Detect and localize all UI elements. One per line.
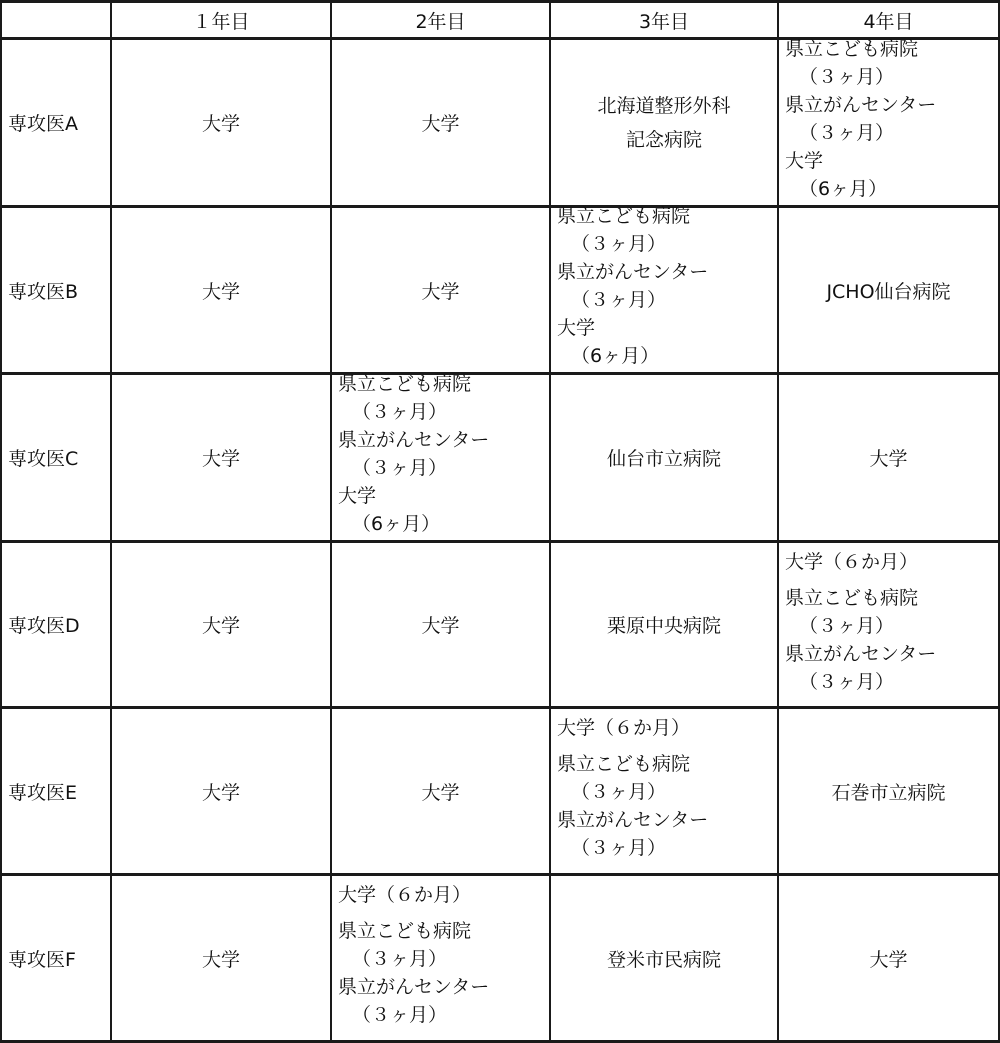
cell-line: 県立こども病院 bbox=[338, 373, 472, 395]
table-cell: 大学 bbox=[201, 113, 240, 135]
cell-line: 県立がんセンター bbox=[338, 429, 490, 451]
cell-line: 県立こども病院 bbox=[557, 753, 691, 775]
cell-line: 県立がんセンター bbox=[557, 261, 709, 283]
cell-line: 大学 bbox=[338, 485, 377, 507]
table-cell bbox=[332, 881, 549, 1040]
cell-line: （３ヶ月） bbox=[799, 671, 895, 693]
row-label: 専攻医F bbox=[8, 948, 76, 971]
cell-line: 県立こども病院 bbox=[338, 920, 472, 942]
table-cell: 石巻市立病院 bbox=[831, 781, 946, 804]
cell-line: （6ヶ月） bbox=[352, 513, 441, 535]
table-cell bbox=[332, 370, 549, 540]
cell-line: （３ヶ月） bbox=[571, 233, 667, 255]
cell-line: （３ヶ月） bbox=[352, 457, 448, 479]
row-label: 専攻医D bbox=[8, 615, 80, 637]
cell-line: （３ヶ月） bbox=[799, 122, 895, 144]
cell-line: 県立こども病院 bbox=[785, 38, 919, 60]
table-cell bbox=[551, 714, 777, 873]
cell-line: （３ヶ月） bbox=[799, 615, 895, 637]
header-year-4: 4年目 bbox=[863, 10, 914, 33]
header-year-1: １年目 bbox=[192, 10, 250, 33]
cell-line: 大学 bbox=[557, 317, 596, 339]
table-cell: 大学 bbox=[421, 113, 460, 135]
table-cell: 栗原中央病院 bbox=[606, 615, 721, 637]
table-cell: 大学 bbox=[421, 615, 460, 637]
cell-line: 大学 bbox=[785, 150, 824, 172]
cell-line: （6ヶ月） bbox=[799, 178, 888, 200]
table-cell: 大学 bbox=[421, 280, 460, 303]
cell-line: 県立がんセンター bbox=[785, 643, 937, 665]
table-cell bbox=[551, 40, 777, 205]
row-label: 専攻医B bbox=[8, 280, 79, 303]
table-cell: 大学 bbox=[201, 781, 240, 804]
cell-line: 県立がんセンター bbox=[557, 809, 709, 831]
table-cell: 大学 bbox=[201, 280, 240, 303]
cell-line: （３ヶ月） bbox=[571, 289, 667, 311]
row-label: 専攻医E bbox=[8, 781, 78, 804]
cell-line: 大学（６か月） bbox=[785, 551, 919, 573]
cell-line: 大学（６か月） bbox=[338, 884, 472, 906]
cell-line: 北海道整形外科 bbox=[597, 94, 731, 117]
row-label: 専攻医C bbox=[8, 448, 79, 470]
table-cell: 大学 bbox=[201, 448, 240, 470]
cell-line: 記念病院 bbox=[625, 128, 702, 151]
cell-line: （３ヶ月） bbox=[571, 781, 667, 803]
cell-line: 県立こども病院 bbox=[785, 587, 919, 609]
table-cell: 大学 bbox=[201, 615, 240, 637]
cell-line: （３ヶ月） bbox=[799, 66, 895, 88]
table-cell: 大学 bbox=[421, 781, 460, 804]
cell-line: （３ヶ月） bbox=[571, 837, 667, 859]
cell-line: 大学（６か月） bbox=[557, 717, 691, 739]
table-cell bbox=[551, 202, 777, 372]
header-year-3: 3年目 bbox=[638, 10, 690, 33]
cell-line: 県立がんセンター bbox=[785, 94, 937, 116]
table-cell: 登米市民病院 bbox=[606, 948, 721, 971]
table-cell: JCHO仙台病院 bbox=[826, 280, 951, 303]
table-cell bbox=[779, 35, 998, 205]
cell-line: 県立こども病院 bbox=[557, 205, 691, 227]
cell-line: （３ヶ月） bbox=[352, 401, 448, 423]
header-corner bbox=[2, 3, 110, 37]
cell-line: （３ヶ月） bbox=[352, 948, 448, 970]
cell-line: （6ヶ月） bbox=[571, 345, 660, 367]
table-cell: 大学 bbox=[869, 448, 908, 470]
table-cell: 仙台市立病院 bbox=[606, 448, 721, 470]
cell-line: （３ヶ月） bbox=[352, 1004, 448, 1026]
header-year-2: 2年目 bbox=[415, 10, 466, 33]
table-cell: 大学 bbox=[869, 948, 908, 971]
cell-line: 県立がんセンター bbox=[338, 976, 490, 998]
row-label: 専攻医A bbox=[8, 113, 78, 135]
table-cell: 大学 bbox=[201, 948, 240, 971]
table-cell bbox=[779, 548, 998, 706]
